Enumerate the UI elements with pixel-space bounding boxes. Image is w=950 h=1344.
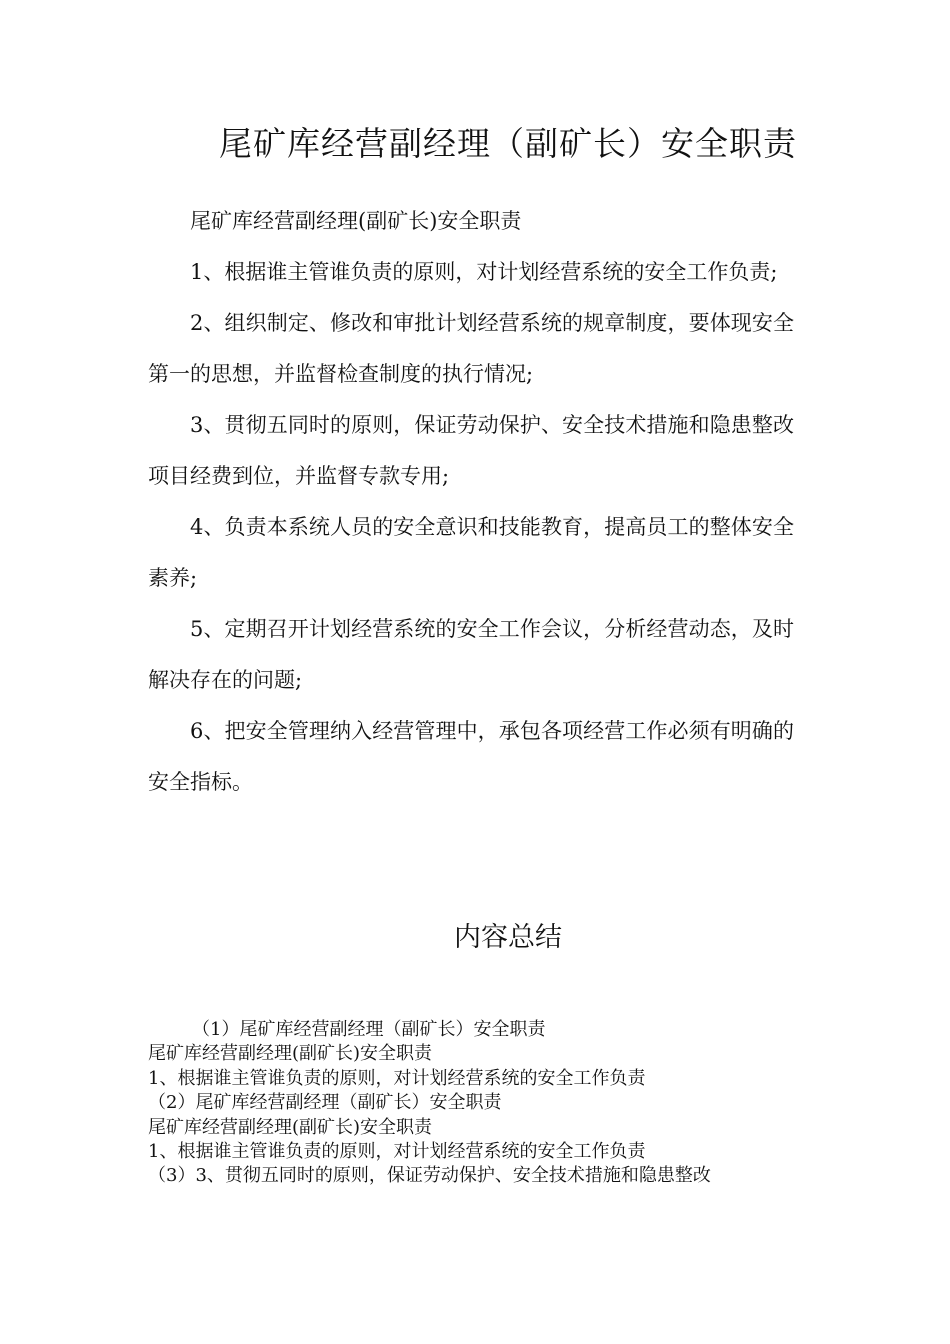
summary-heading: 内容总结 bbox=[454, 922, 562, 953]
summary-line: （3）3、贯彻五同时的原则，保证劳动保护、安全技术措施和隐患整改 bbox=[148, 1165, 711, 1187]
body-paragraph-2: 2、组织制定、修改和审批计划经营系统的规章制度，要体现安全第一的思想，并监督检查制度的执行情况; bbox=[148, 311, 794, 386]
body-paragraph-4: 4、负责本系统人员的安全意识和技能教育，提高员工的整体安全素养; bbox=[148, 515, 794, 590]
summary-line: 尾矿库经营副经理(副矿长)安全职责 bbox=[148, 1116, 433, 1138]
body-paragraph-5: 5、定期召开计划经营系统的安全工作会议，分析经营动态，及时解决存在的问题; bbox=[148, 617, 794, 692]
document-title: 尾矿库经营副经理（副矿长）安全职责 bbox=[219, 124, 797, 163]
body-paragraph-heading: 尾矿库经营副经理(副矿长)安全职责 bbox=[190, 209, 522, 233]
body-paragraph-1: 1、根据谁主管谁负责的原则，对计划经营系统的安全工作负责; bbox=[190, 260, 778, 284]
summary-line: 尾矿库经营副经理(副矿长)安全职责 bbox=[148, 1043, 433, 1065]
body-paragraph-6: 6、把安全管理纳入经营管理中，承包各项经营工作必须有明确的安全指标。 bbox=[148, 719, 794, 794]
summary-line: （1）尾矿库经营副经理（副矿长）安全职责 bbox=[192, 1019, 546, 1040]
summary-line: 1、根据谁主管谁负责的原则，对计划经营系统的安全工作负责 bbox=[148, 1067, 646, 1089]
body-paragraph-3: 3、贯彻五同时的原则，保证劳动保护、安全技术措施和隐患整改项目经费到位，并监督专款专用; bbox=[148, 413, 794, 488]
document-body bbox=[148, 196, 794, 808]
summary-list bbox=[148, 1018, 828, 1189]
summary-line: 1、根据谁主管谁负责的原则，对计划经营系统的安全工作负责 bbox=[148, 1141, 646, 1163]
summary-line: （2）尾矿库经营副经理（副矿长）安全职责 bbox=[148, 1092, 502, 1114]
